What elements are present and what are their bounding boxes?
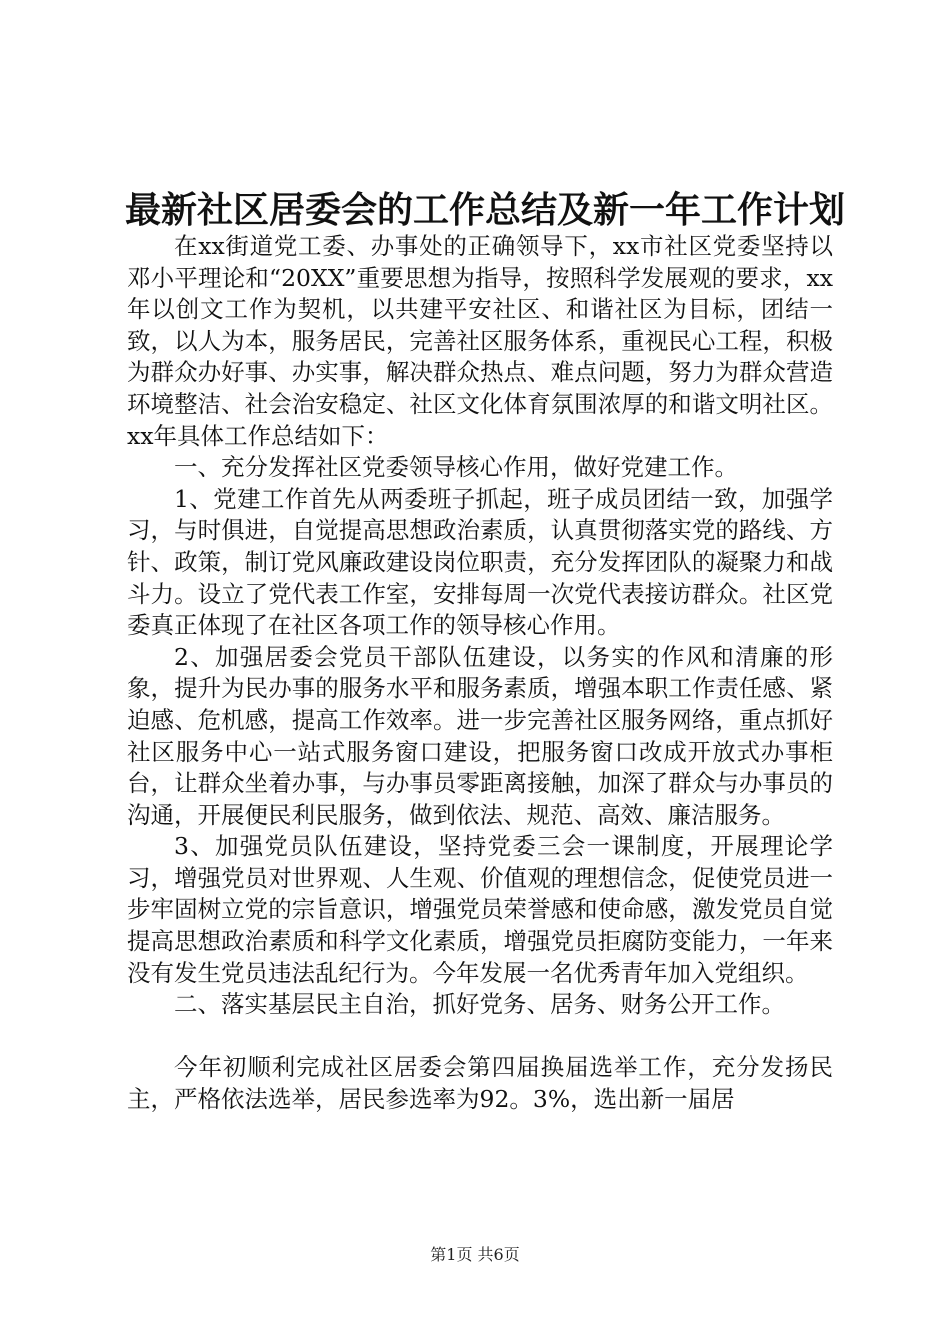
paragraph-election: 今年初顺利完成社区居委会第四届换届选举工作，充分发扬民主，严格依法选举，居民参选率为92。3%，选出新一届居	[127, 1053, 833, 1114]
paragraph-item-3: 3、加强党员队伍建设，坚持党委三会一课制度，开展理论学习，增强党员对世界观、人生观、价值观的理想信念，促使党员进一步牢固树立党的宗旨意识，增强党员荣誉感和使命感，激发党员自觉提高思想政治素质和科学文化素质，增强党员拒腐防变能力，一年来没有发生党员违法乱纪行为。今年发展一名优秀青年加入党组织。	[127, 832, 833, 987]
paragraph-intro: 在xx街道党工委、办事处的正确领导下，xx市社区党委坚持以邓小平理论和“20XX”重要思想为指导，按照科学发展观的要求，xx年以创文工作为契机，以共建平安社区、和谐社区为目标，团结一致，以人为本，服务居民，完善社区服务体系，重视民心工程，积极为群众办好事、办实事，解决群众热点、难点问题，努力为群众营造环境整洁、社会治安稳定、社区文化体育氛围浓厚的和谐文明社区。xx年具体工作总结如下：	[127, 232, 833, 450]
document-title: 最新社区居委会的工作总结及新一年工作计划	[125, 189, 846, 231]
paragraph-item-2: 2、加强居委会党员干部队伍建设，以务实的作风和清廉的形象，提升为民办事的服务水平和服务素质，增强本职工作责任感、紧迫感、危机感，提高工作效率。进一步完善社区服务网络，重点抓好社区服务中心一站式服务窗口建设，把服务窗口改成开放式办事柜台，让群众坐着办事，与办事员零距离接触，加深了群众与办事员的沟通，开展便民利民服务，做到依法、规范、高效、廉洁服务。	[127, 642, 833, 829]
section-heading-1: 一、充分发挥社区党委领导核心作用，做好党建工作。	[174, 453, 738, 482]
section-heading-2: 二、落实基层民主自治，抓好党务、居务、财务公开工作。	[174, 990, 785, 1019]
page-footer: 第1页 共6页	[430, 1245, 520, 1264]
document-body	[127, 231, 833, 1116]
paragraph-item-1: 1、党建工作首先从两委班子抓起，班子成员团结一致，加强学习，与时俱进，自觉提高思想政治素质，认真贯彻落实党的路线、方针、政策，制订党风廉政建设岗位职责，充分发挥团队的凝聚力和战斗力。设立了党代表工作室，安排每周一次党代表接访群众。社区党委真正体现了在社区各项工作的领导核心作用。	[127, 484, 833, 640]
blank-line	[127, 1021, 833, 1053]
